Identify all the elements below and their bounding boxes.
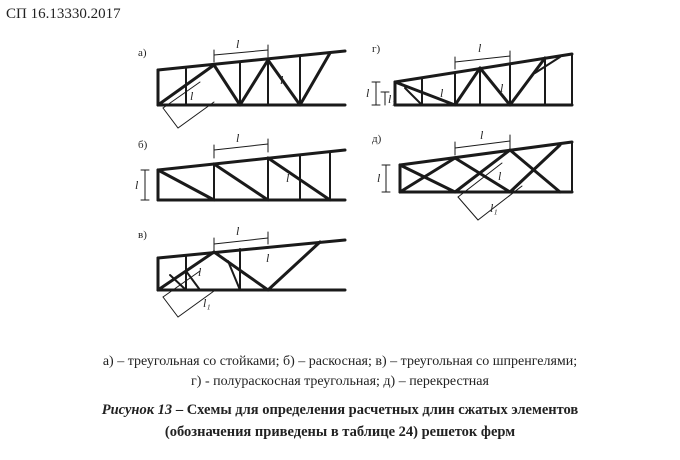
page-header: СП 16.13330.2017	[6, 6, 121, 22]
dim-label: l	[190, 89, 194, 103]
truss-panel-b	[141, 139, 345, 200]
dim-label: l	[440, 86, 444, 100]
dim-label: l	[480, 128, 484, 142]
dim-label: l	[280, 73, 284, 87]
figure-number: Рисунок 13	[101, 402, 173, 418]
dim-label: l₁	[388, 92, 396, 106]
dim-label: l	[377, 171, 381, 185]
truss-panel-d	[382, 135, 572, 220]
truss-panel-g	[372, 51, 572, 105]
dim-label: l	[478, 41, 482, 55]
dim-label: l	[198, 265, 202, 279]
panel-label-d: д)	[372, 133, 382, 145]
panel-label-a: а)	[138, 47, 147, 59]
legend-line-2: г) - полураскосная треугольная; д) – перекрестная	[191, 374, 489, 389]
panel-label-b: б)	[138, 139, 148, 151]
legend-line-1: а) – треугольная со стойками; б) – раскосная; в) – треугольная со шпренгелями;	[102, 354, 578, 369]
figure-caption-line-1	[0, 402, 680, 419]
dim-label: l	[236, 224, 240, 238]
truss-panel-a	[158, 45, 345, 128]
figure-caption-text: – Схемы для определения расчетных длин сжатых элементов	[172, 402, 579, 418]
panel-label-v: в)	[138, 229, 147, 241]
figure-caption-line-2: (обозначения приведены в таблице 24) решеток ферм	[164, 424, 516, 440]
dim-label: l	[500, 81, 504, 95]
dim-label: l₁	[490, 201, 498, 215]
truss-panel-v	[158, 232, 345, 317]
dim-label: l	[236, 37, 240, 51]
dim-label: l	[135, 178, 139, 192]
dim-label: l	[366, 86, 370, 100]
dim-label: l	[498, 169, 502, 183]
dim-label: l	[286, 171, 290, 185]
dim-label: l₁	[203, 296, 211, 310]
dim-label: l	[266, 251, 270, 265]
dim-label: l	[236, 131, 240, 145]
panel-label-g: г)	[372, 43, 381, 55]
